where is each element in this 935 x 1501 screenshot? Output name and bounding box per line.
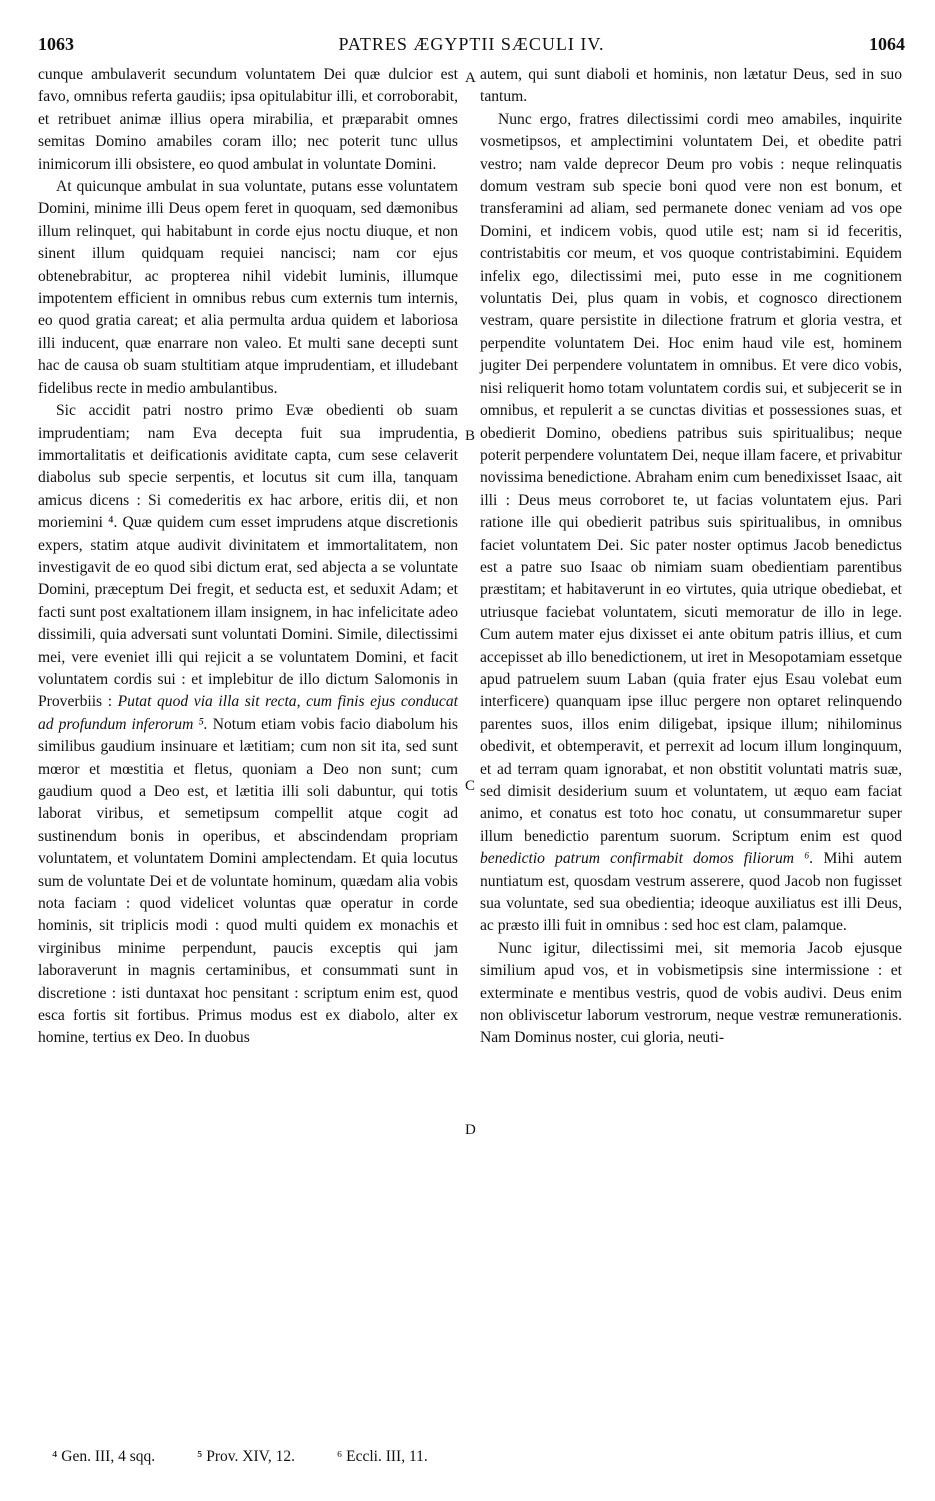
section-marker-d: D bbox=[465, 1122, 476, 1138]
paragraph: At quicunque ambulat in sua voluntate, putans esse voluntatem Domini, minime illi Deus opem feret in quoquam, sed dæmonibus illum relinquet, qui habitabunt in corde ejus noctu diuque, et non sinent illum quidquam requiei nancisci; nam cor ejus obtenebrabitur, ac propterea nihil videbit luminis, illumque impotentem efficient in omnibus rebus cum externis tum internis, eo quod gratia careat; et alia permulta ardua quidem et laboriosa illi inducent, quæ enarrare non valeo. Et multi sane decepti sunt hac de causa ob suam stultitiam atque imprudentiam, et illudebant fidelibus recte in medio ambulantibus. bbox=[38, 178, 458, 397]
right-column bbox=[480, 64, 902, 1050]
footnote: ⁵ Prov. XIV, 12. bbox=[197, 1448, 295, 1465]
running-title: PATRES ÆGYPTII SÆCULI IV. bbox=[338, 34, 605, 54]
page-header bbox=[38, 34, 905, 62]
section-marker-a: A bbox=[465, 70, 476, 86]
footnote: ⁶ Eccli. III, 11. bbox=[336, 1448, 428, 1465]
paragraph-text: Sic accidit patri nostro primo Evæ obedienti ob suam imprudentiam; nam Eva decepta fuit sua imprudentia, immortalitatis et deificationis aviditate capta, cum sese celaverit diabolus sub specie serpentis, et locutus sit cum illa, tanquam amicus dicens : Si comederitis ex hac arbore, eritis dii, et non moriemini ⁴. Quæ quidem cum esset imprudens atque discretionis expers, statim atque audivit divinitatem et immortalitatem, non investigavit de eo quod sibi dictum erat, sed abjecta a se voluntate Domini, præceptum Dei fregit, et seducta est, et seduxit Adam; et facti sunt post exaltationem illam insignem, in hac infelicitate adeo dissimili, quia adversati sunt voluntati Domini. Simile, dilectissimi mei, vere eveniet illi qui rejicit a se voluntatem Domini, et facit voluntatem cordis sui : et implebitur de illo dictum Salomonis in Proverbiis : bbox=[38, 402, 458, 711]
section-marker-b: B bbox=[465, 428, 476, 444]
page-number-right: 1064 bbox=[869, 34, 905, 54]
paragraph bbox=[480, 109, 902, 938]
paragraph: cunque ambulaverit secundum voluntatem Dei quæ dulcior est favo, omnibus referta gaudiis; ipsa opitulabitur illi, et corroborabit, et retribuet animæ illius opera mirabilia, et præparabit omnes semitas Domino amabiles coram illo; nec poterit tunc ullus inimicorum illi obsistere, eo quod ambulat in voluntate Domini. bbox=[38, 66, 458, 173]
paragraph: autem, qui sunt diaboli et hominis, non lætatur Deus, sed in suo tantum. bbox=[480, 66, 902, 106]
left-column bbox=[38, 64, 458, 1050]
paragraph bbox=[38, 400, 458, 1050]
paragraph-text: Mihi autem nuntiatum est, quosdam vestrum asserere, quod Jacob non fugisset sua voluntate, sed sua obedientia; ideoque auxiliatus est illi Deus, ac præsto illi fuit in omnibus : sed hoc est clam, palamque. bbox=[480, 850, 902, 935]
footnotes bbox=[52, 1448, 466, 1466]
paragraph-text: Notum etiam vobis facio diabolum his similibus gaudium insinuare et lætitiam; cum non sit ita, sed sunt mœror et mœstitia et fletus, quoniam a Deo non sunt; cum gaudium quod a Deo est, et lætitia illi soli dabuntur, qui totis laborat viribus, et semetipsum compellit atque cogit ad sustinendum bonis in operibus, et abscindendam propriam voluntatem, et voluntatem Domini amplectendam. Et quia locutus sum de voluntate Dei et de voluntate hominum, quædam alia vobis nota faciam : quod videlicet voluntas quæ operatur in corde hominis, sit triplicis modi : quod multi quidem ex monachis et virginibus minime perpendunt, paucis exceptis qui jam laboraverunt in magnis certaminibus, et consummati sunt in discretione : isti duntaxat hoc pensitant : scriptum enim est, quod esca fortis sit fortibus. Primus modus est ex diabolo, alter ex homine, tertius ex Deo. In duobus bbox=[38, 715, 458, 1047]
section-marker-c: C bbox=[465, 778, 476, 794]
page-number-left: 1063 bbox=[38, 34, 74, 54]
paragraph: Nunc igitur, dilectissimi mei, sit memoria Jacob ejusque similium apud vos, et in vobismetipsis sine intermissione : et exterminate e mentibus vestris, quod de vobis audivi. Deus enim non obliviscetur laborum vestrorum, neque vestræ remunerationis. Nam Dominus noster, cui gloria, neuti- bbox=[480, 939, 902, 1047]
italic-quote: benedictio patrum confirmabit domos filiorum ⁶. bbox=[480, 850, 814, 868]
paragraph-text: Nunc ergo, fratres dilectissimi cordi meo amabiles, inquirite vosmetipsos, et amplectimini voluntatem Dei, et obedite patri vestro; nam valde deprecor Deum pro vobis : neque relinquatis domum vestram sub specie boni quod vere non est bonum, et transferamini ad aliam, sed permanete donec veniam ad vos ope Domini, et indicem vobis, quod utile est; nam si id feceritis, contristabitis cor meum, et vos quoque contristabimini. Equidem infelix ego, dilectissimi mei, puto esse in me cognitionem voluntatis Dei, plus quam in vobis, et cognosco directionem vestram, quare persistite in dilectione fratrum et gloria vestra, et perpendite voluntatem Dei. Hoc enim haud vile est, hominem jugiter Dei perpendere voluntatem in omnibus. Et vere dico vobis, nisi reliquerit homo totam voluntatem cordis sui, et subjecerit se in omnibus, et repulerit a se cunctas divitias et possessiones suas, et obedierit Domino, obediens patribus suis spiritualibus; neque poterit perpendere voluntatem Dei, neque illam facere, et privabitur novissima benedictione. Abraham enim cum benedixisset Isaac, ait illi : Deus meus corroboret te, ut facias voluntatem ejus. Pari ratione ille qui obedierit patribus suis spiritualibus, in omnibus faciet voluntatem Dei. Sic pater noster optimus Jacob benedictus est a patre suo Isaac ob nimiam suam obedientiam parentibus præstitam; et habitaverunt in eo virtutes, quia utrique obediebat, et utriusque faciebat voluntatem, sicuti memoratur de illo in lege. Cum autem mater ejus dixisset ei ante obitum patris illius, et cum accepisset ab illo benedictionem, ut iret in Mesopotamiam essetque apud patruelem suum Laban (quia frater ejus Esau volebat eum interficere) quanquam ipse illuc pergere non optaret relinquendo parentes suos, illos enim diligebat, ipsique illum; nihilominus obedivit, et obtemperavit, et perrexit ad locum illum longinquum, et ad terram quam ignorabat, et non obstitit voluntati matris suæ, sed dimisit desiderium suum et voluntatem, ut æquo eam faciat animo, et conatus est toto hoc conatu, ut consummaretur super illum benedictio parentum suorum. Scriptum enim est quod bbox=[480, 110, 902, 845]
footnote: ⁴ Gen. III, 4 sqq. bbox=[52, 1448, 156, 1465]
italic-quote: Putat quod via illa sit recta, cum finis ejus conducat ad profundum inferorum ⁵. bbox=[38, 693, 458, 733]
